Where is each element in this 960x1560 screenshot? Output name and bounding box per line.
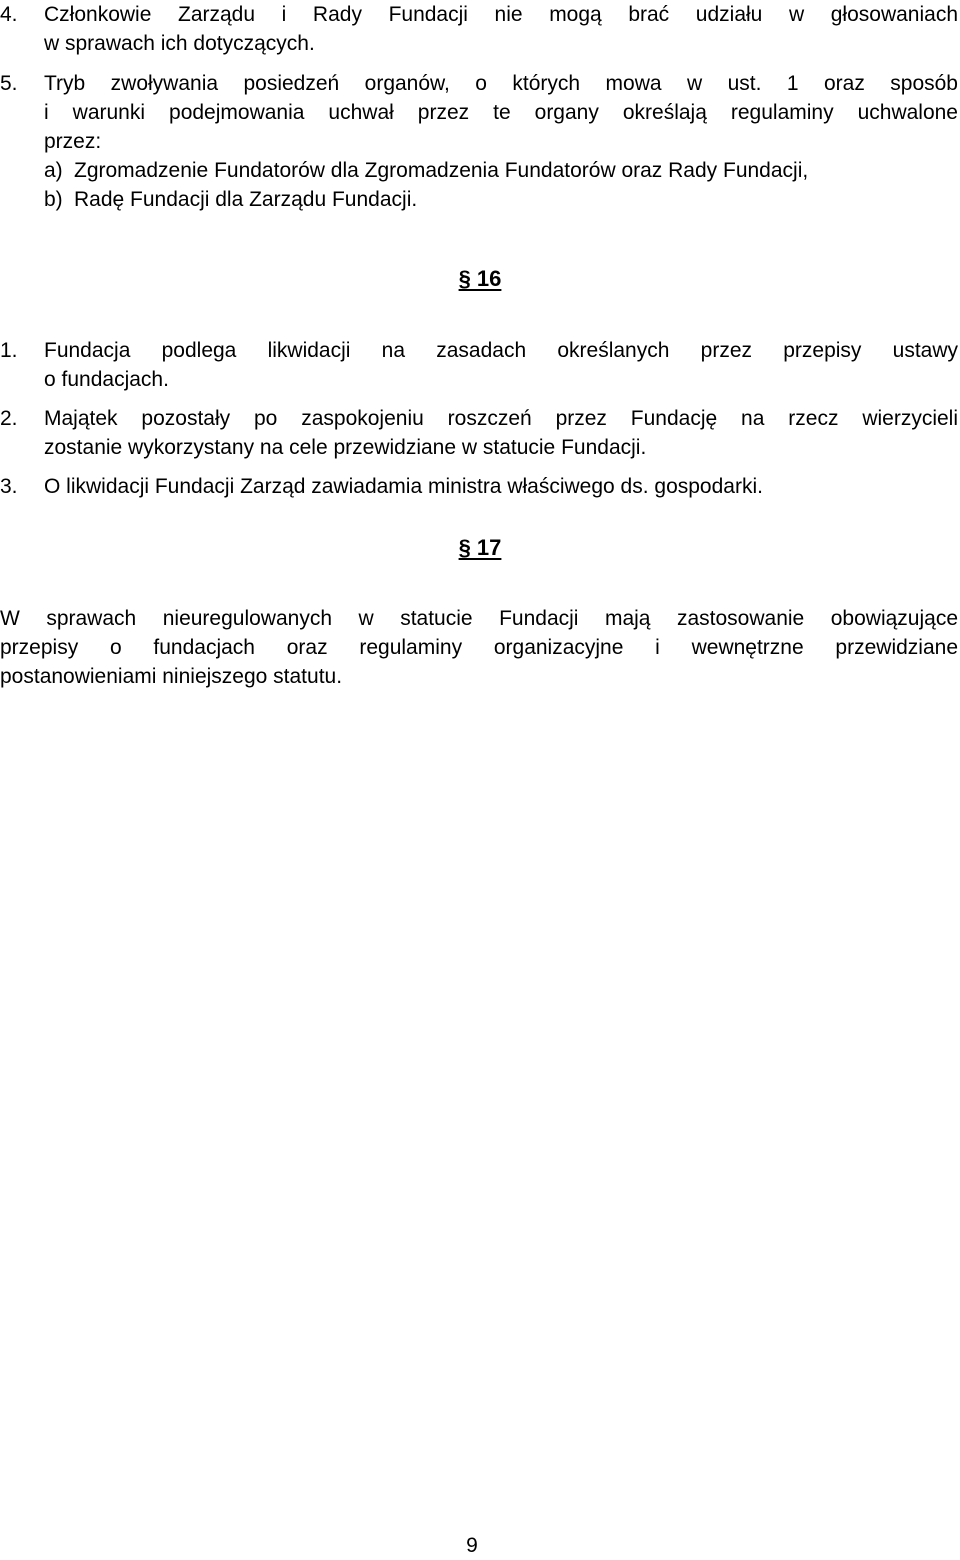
item-line: Członkowie Zarządu i Rady Fundacji nie mogą brać udziału w głosowaniach: [44, 3, 958, 26]
list-item-4: [0, 0, 958, 58]
list-item-3: [0, 472, 958, 501]
item-line: przez:: [44, 130, 102, 153]
list-item-1: [0, 336, 958, 394]
section-17-heading: [0, 533, 960, 562]
item-number: 1.: [0, 339, 18, 362]
item-line: Tryb zwoływania posiedzeń organów, o których mowa w ust. 1 oraz sposób: [44, 72, 958, 95]
section-17-mark: § 17: [458, 535, 502, 560]
subitem-letter: b): [44, 188, 63, 211]
section-16-items: [0, 336, 958, 501]
item-number: 4.: [0, 3, 18, 26]
paragraph-line: postanowieniami niniejszego statutu.: [0, 665, 343, 688]
item-line: i warunki podejmowania uchwał przez te organy określają regulaminy uchwalone: [44, 101, 958, 124]
item-line: Majątek pozostały po zaspokojeniu roszczeń przez Fundację na rzecz wierzycieli: [44, 407, 958, 430]
section-17-paragraph: [0, 604, 958, 691]
item-number: 5.: [0, 72, 18, 95]
item-line: w sprawach ich dotyczących.: [44, 32, 315, 55]
page-number: 9: [466, 1534, 478, 1557]
section-16-mark: § 16: [458, 266, 502, 291]
subitem-text: Radę Fundacji dla Zarządu Fundacji.: [74, 188, 418, 211]
list-item-5: [0, 69, 958, 214]
list-item-2: [0, 404, 958, 462]
subitem-b: [44, 185, 958, 214]
subitem-letter: a): [44, 159, 63, 182]
item-number: 2.: [0, 407, 18, 430]
item-line: O likwidacji Fundacji Zarząd zawiadamia ministra właściwego ds. gospodarki.: [44, 475, 763, 498]
subitem-text: Zgromadzenie Fundatorów dla Zgromadzenia Fundatorów oraz Rady Fundacji,: [74, 159, 809, 182]
item-line: Fundacja podlega likwidacji na zasadach określanych przez przepisy ustawy: [44, 339, 958, 362]
paragraph-line: przepisy o fundacjach oraz regulaminy organizacyjne i wewnętrzne przewidziane: [0, 636, 958, 659]
top-items: [0, 0, 958, 214]
item-number: 3.: [0, 475, 18, 498]
item-line: zostanie wykorzystany na cele przewidziane w statucie Fundacji.: [44, 436, 647, 459]
item-line: o fundacjach.: [44, 368, 169, 391]
subitem-a: [44, 156, 958, 185]
section-16-heading: [0, 264, 960, 293]
paragraph-line: W sprawach nieuregulowanych w statucie Fundacji mają zastosowanie obowiązujące: [0, 607, 958, 630]
